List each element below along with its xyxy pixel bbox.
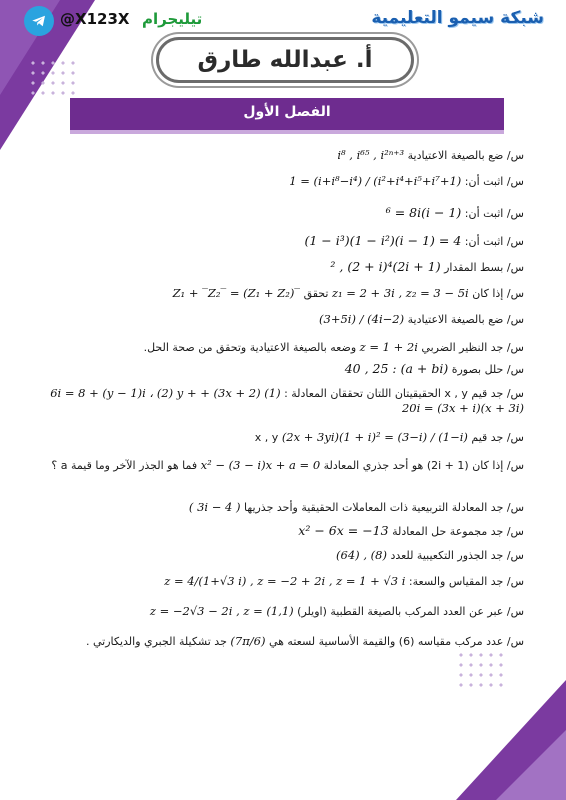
question-item <box>40 458 524 473</box>
question-item <box>40 386 524 416</box>
question-math: i⁸ , i⁶⁵ , i²ⁿ⁺³ <box>337 148 405 162</box>
network-name: شبكة سيمو التعليمية <box>371 8 544 28</box>
question-math: x² − 6x = −13 <box>298 523 389 538</box>
question-math: (2−4i) / (3+5i) <box>319 312 405 326</box>
question-item <box>40 148 524 163</box>
question-math: z = 1 + 2i <box>359 340 418 354</box>
telegram-icon[interactable] <box>24 6 54 36</box>
question-text: س/ اثبت أن: <box>464 175 524 188</box>
question-text: جد تشكيلة الجبري والديكارتي . <box>85 635 227 648</box>
question-text: س/ ضع بالصيغة الاعتيادية <box>407 149 524 162</box>
question-math: z = −2√3 − 2i , z = (1,1) <box>149 604 294 618</box>
question-text: س/ جد المعادلة التربيعية ذات المعاملات الحقيقية وأحد جذريها <box>244 501 524 514</box>
question-item <box>40 430 524 445</box>
question-item <box>40 634 524 649</box>
question-item <box>40 234 524 249</box>
question-text: س/ جد النظير الضربي <box>421 341 524 354</box>
question-text: س/ جد المقياس والسعة: <box>408 575 524 588</box>
question-math: ‾(Z₁ + Z₂) = ‾Z₁ + ‾Z₂ <box>172 286 301 300</box>
question-math: (8) , (64) <box>336 548 387 562</box>
telegram-handle[interactable]: @X123X <box>60 10 130 28</box>
question-math: (2x + 3yi)(1 + i)² = (3−i) / (1−i) <box>281 430 468 444</box>
question-text: س/ حلل بصورة <box>451 363 524 376</box>
question-text: س/ جد قيم x , y الحقيقيتان اللتان تحققان المعادلة : <box>284 387 524 400</box>
teacher-banner <box>156 37 414 83</box>
question-item <box>40 260 524 275</box>
question-math: (a + bi) : 40 , 25 <box>344 361 449 376</box>
question-text: س/ بسط المقدار <box>444 261 524 274</box>
question-text: س/ جد مجموعة حل المعادلة <box>392 525 524 538</box>
telegram-label: تيليجرام <box>142 10 203 28</box>
question-math: (1+i²+i⁴+i⁵+i⁷) / (i+i⁸−i⁴) = 1 <box>289 174 462 188</box>
question-item <box>40 174 524 189</box>
chapter-title: الفصل الأول <box>243 104 331 120</box>
question-math: (7π/6) <box>230 634 266 648</box>
question-math: ( 4 − 3i ) <box>188 500 241 514</box>
question-item <box>40 500 524 515</box>
question-item <box>40 362 524 377</box>
question-item <box>40 548 524 563</box>
chapter-bar <box>70 98 504 130</box>
question-text: س/ اثبت أن: <box>464 235 524 248</box>
question-text: س/ إذا كان <box>472 287 524 300</box>
question-text: س/ اثبت أن: <box>464 207 524 220</box>
question-text: س/ جد الجذور التكعيبية للعدد <box>390 549 524 562</box>
question-item <box>40 206 524 221</box>
question-math: (1 − i)⁶ = 8i <box>385 205 462 220</box>
question-item <box>40 604 524 619</box>
question-math: x² − (3 − i)x + a = 0 <box>200 458 321 472</box>
decorative-dots-bottom-right <box>456 650 506 690</box>
question-math: 4 = (1 − i)(1 − i²)(1 − i³) <box>304 233 462 248</box>
question-text: س/ ضع بالصيغة الاعتيادية <box>407 313 524 326</box>
question-item <box>40 574 524 589</box>
teacher-name: أ. عبدالله طارق <box>197 47 373 73</box>
question-text: س/ عدد مركب مقياسه (6) والقيمة الأساسية لسعته هي <box>268 635 524 648</box>
question-item <box>40 524 524 539</box>
question-math: (1) (3x + 2) + 6i = 8 + (y − 1)i ، (2) y + 20i = (3x + i)(x + 3i) <box>50 386 524 415</box>
question-math: (1 + 2i)² , (2 + i)⁴ <box>330 259 441 274</box>
question-text: فما هو الجذر الآخر وما قيمة a ؟ <box>51 459 198 472</box>
question-text: تحقق <box>303 287 329 300</box>
question-text: س/ إذا كان (1 + 2i) هو أحد جذري المعادلة <box>323 459 524 472</box>
question-item <box>40 286 524 301</box>
question-text: وضعه بالصيغة الاعتيادية وتحقق من صحة الحل. <box>143 341 357 354</box>
question-item <box>40 312 524 327</box>
decorative-corner-bottom-right-inner <box>496 730 566 800</box>
question-item <box>40 340 524 355</box>
question-math: z₁ = 2 + 3i , z₂ = 3 − 5i <box>331 286 469 300</box>
question-math: z = 4/(1+√3 i) , z = −2 + 2i , z = 1 + √3 i <box>164 574 406 588</box>
question-text: س/ جد قيم x , y <box>254 431 524 444</box>
decorative-dots-top-left <box>28 58 78 98</box>
question-text: س/ عبر عن العدد المركب بالصيغة القطبية (اويلر) <box>297 605 524 618</box>
